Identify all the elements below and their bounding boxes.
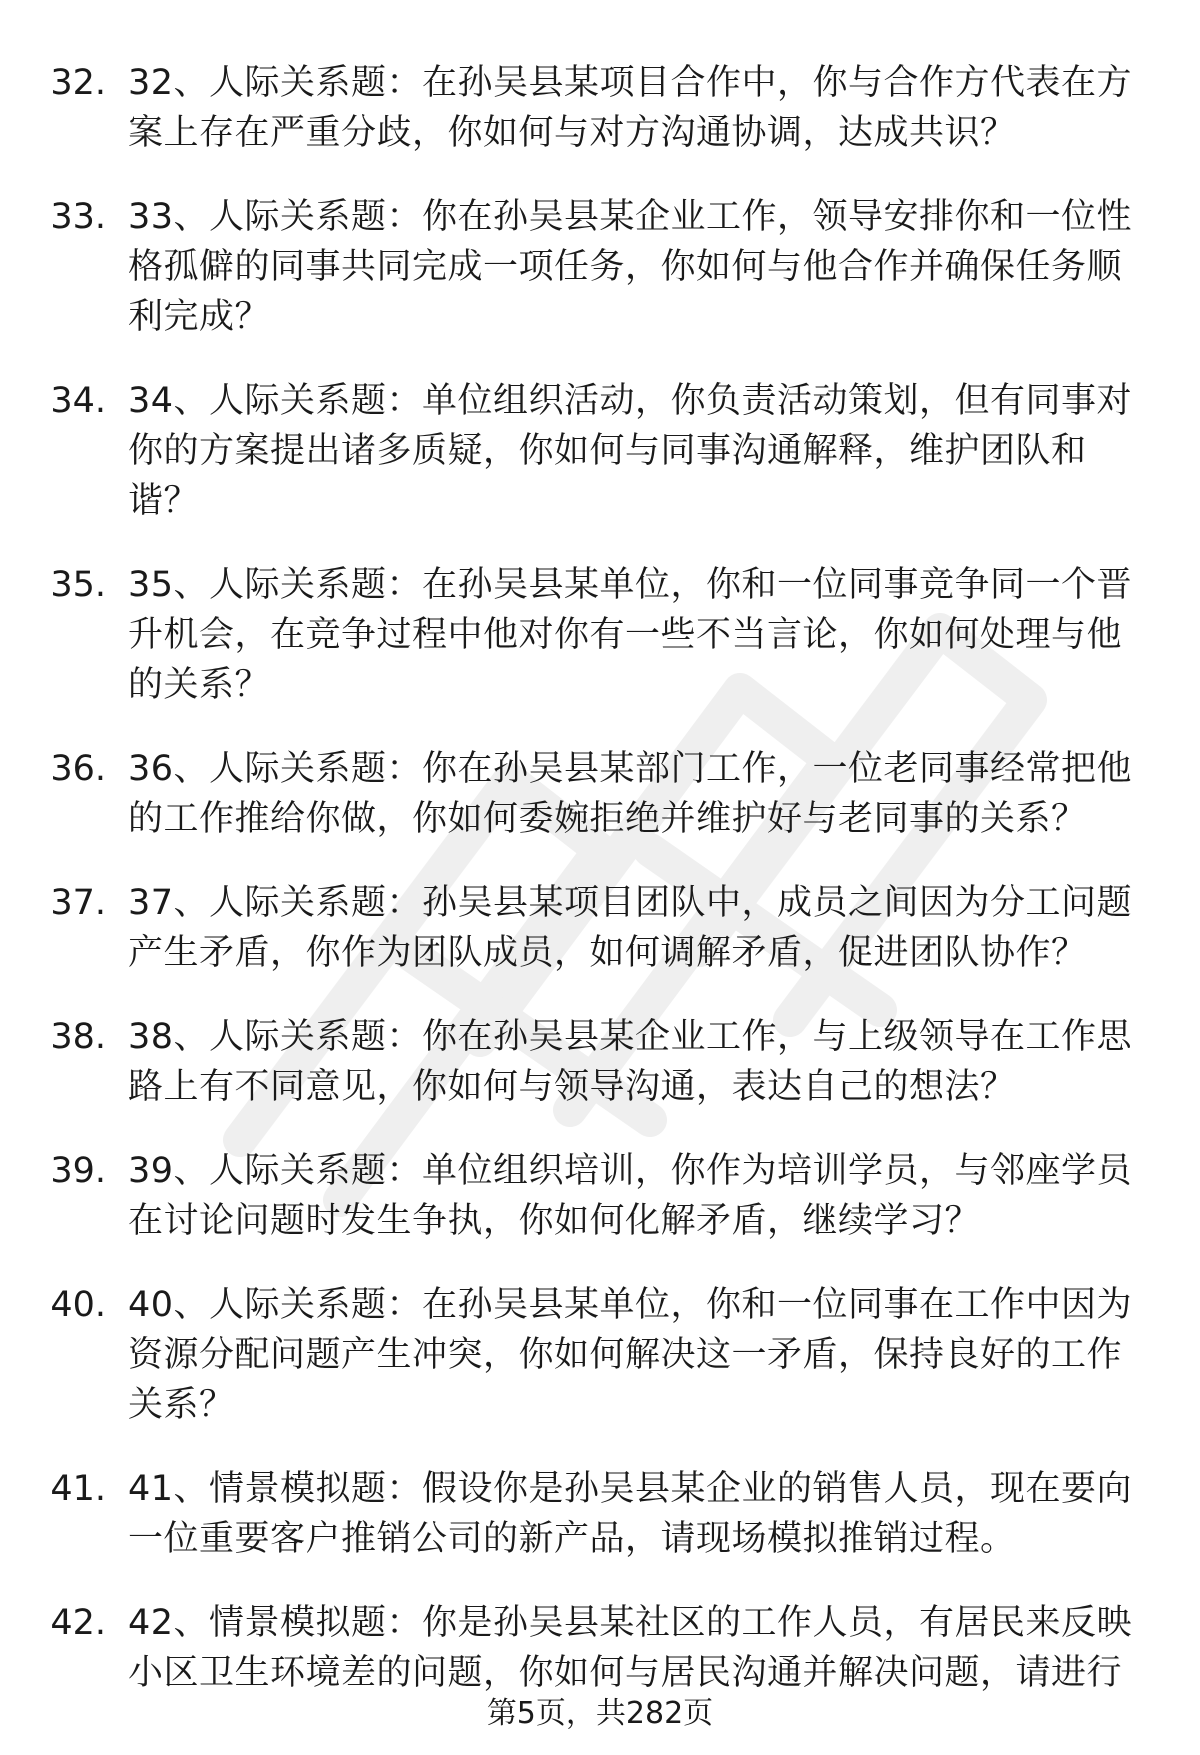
list-item (0, 878, 1200, 978)
question-text: 40、人际关系题：在孙吴县某单位，你和一位同事在工作中因为资源分配问题产生冲突，你如何解决这一矛盾，保持良好的工作关系？ (128, 1285, 1133, 1425)
list-item (0, 1280, 1200, 1430)
list-item (0, 1146, 1200, 1246)
question-text: 37、人际关系题：孙吴县某项目团队中，成员之间因为分工问题产生矛盾，你作为团队成员，如何调解矛盾，促进团队协作？ (128, 883, 1133, 973)
list-item (0, 1598, 1200, 1698)
list-item (0, 560, 1200, 710)
question-number: 38. (50, 1017, 106, 1057)
question-list (0, 58, 1200, 1698)
question-text: 35、人际关系题：在孙吴县某单位，你和一位同事竞争同一个晋升机会，在竞争过程中他对你有一些不当言论，你如何处理与他的关系？ (128, 565, 1133, 705)
question-text: 36、人际关系题：你在孙吴县某部门工作，一位老同事经常把他的工作推给你做，你如何委婉拒绝并维护好与老同事的关系？ (128, 749, 1133, 839)
question-number: 39. (50, 1151, 106, 1191)
page-footer: 第5页，共282页 (486, 1696, 714, 1731)
question-text: 41、情景模拟题：假设你是孙吴县某企业的销售人员，现在要向一位重要客户推销公司的新产品，请现场模拟推销过程。 (128, 1469, 1133, 1559)
question-number: 34. (50, 381, 106, 421)
question-text: 34、人际关系题：单位组织活动，你负责活动策划，但有同事对你的方案提出诸多质疑，你如何与同事沟通解释，维护团队和谐？ (128, 381, 1133, 521)
list-item (0, 1012, 1200, 1112)
list-item (0, 58, 1200, 158)
question-number: 35. (50, 565, 106, 605)
question-text: 33、人际关系题：你在孙吴县某企业工作，领导安排你和一位性格孤僻的同事共同完成一项任务，你如何与他合作并确保任务顺利完成？ (128, 197, 1133, 337)
list-item (0, 744, 1200, 844)
question-number: 32. (50, 63, 106, 103)
question-text: 32、人际关系题：在孙吴县某项目合作中，你与合作方代表在方案上存在严重分歧，你如何与对方沟通协调，达成共识？ (128, 63, 1133, 153)
question-text: 42、情景模拟题：你是孙吴县某社区的工作人员，有居民来反映小区卫生环境差的问题，你如何与居民沟通并解决问题，请进行 (128, 1603, 1133, 1693)
list-item (0, 376, 1200, 526)
question-number: 41. (50, 1469, 106, 1509)
list-item (0, 1464, 1200, 1564)
question-number: 33. (50, 197, 106, 237)
question-text: 39、人际关系题：单位组织培训，你作为培训学员，与邻座学员在讨论问题时发生争执，你如何化解矛盾，继续学习？ (128, 1151, 1133, 1241)
question-number: 42. (50, 1603, 106, 1643)
question-number: 36. (50, 749, 106, 789)
question-number: 40. (50, 1285, 106, 1325)
question-text: 38、人际关系题：你在孙吴县某企业工作，与上级领导在工作思路上有不同意见，你如何与领导沟通，表达自己的想法？ (128, 1017, 1133, 1107)
question-number: 37. (50, 883, 106, 923)
list-item (0, 192, 1200, 342)
